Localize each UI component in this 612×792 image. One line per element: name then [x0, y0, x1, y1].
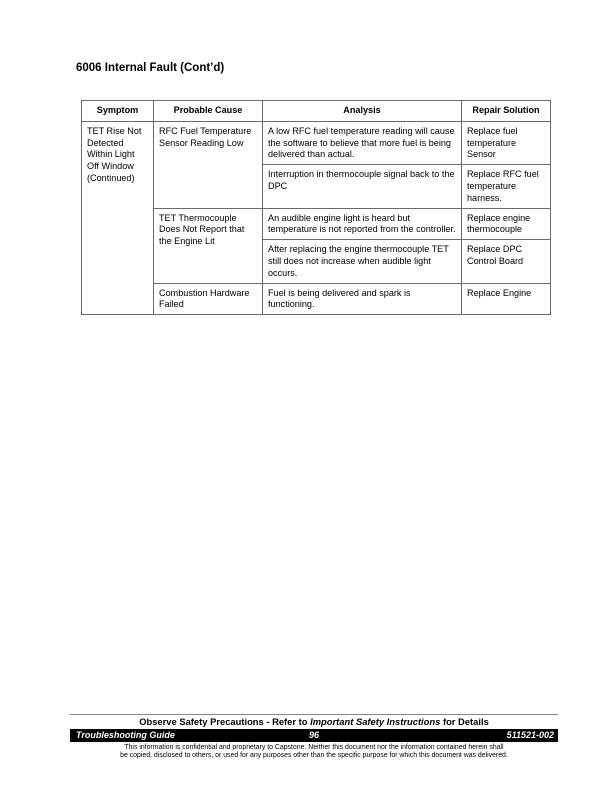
page-number: 96: [308, 730, 319, 740]
safety-notice: [70, 714, 558, 727]
analysis-cell: After replacing the engine thermocouple TET still does not increase when audible light occurs.: [263, 240, 462, 283]
guide-title: Troubleshooting Guide: [76, 730, 175, 740]
confidentiality-line: be copied, disclosed to others, or used for any purposes other than the specific purpose for which this document was delivered.: [120, 752, 508, 760]
footer-bar: [70, 729, 558, 742]
repair-cell: Replace engine thermocouple: [462, 208, 551, 240]
header-symptom: Symptom: [82, 101, 154, 122]
repair-cell: Replace DPC Control Board: [462, 240, 551, 283]
table-header-row: [82, 101, 551, 122]
document-number: 511521-002: [506, 730, 554, 740]
cause-cell: TET Thermocouple Does Not Report that the Engine Lit: [154, 208, 263, 283]
analysis-cell: Interruption in thermocouple signal back to the DPC: [263, 165, 462, 208]
header-analysis: Analysis: [263, 101, 462, 122]
safety-instructions-reference: Important Safety Instructions: [310, 716, 441, 727]
table-row: [82, 121, 551, 164]
repair-cell: Replace fuel temperature Sensor: [462, 121, 551, 164]
safety-prefix: Observe Safety Precautions - Refer to: [139, 716, 311, 727]
cause-cell: Combustion Hardware Failed: [154, 283, 263, 315]
section-title: 6006 Internal Fault (Cont’d): [76, 62, 225, 74]
analysis-cell: Fuel is being delivered and spark is functioning.: [263, 283, 462, 315]
safety-suffix: for Details: [440, 716, 489, 727]
analysis-cell: An audible engine light is heard but temperature is not reported from the controller.: [263, 208, 462, 240]
header-repair-solution: Repair Solution: [462, 101, 551, 122]
repair-cell: Replace RFC fuel temperature harness.: [462, 165, 551, 208]
repair-cell: Replace Engine: [462, 283, 551, 315]
fault-table: [81, 100, 551, 315]
confidentiality-line: This information is confidential and proprietary to Capstone. Neither this document nor the information contained herein shall: [124, 744, 504, 751]
symptom-cell: TET Rise Not Detected Within Light Off Window (Continued): [82, 121, 154, 314]
confidentiality-notice: [70, 744, 558, 761]
analysis-cell: A low RFC fuel temperature reading will cause the software to believe that more fuel is being delivered than actual.: [263, 121, 462, 164]
header-probable-cause: Probable Cause: [154, 101, 263, 122]
cause-cell: RFC Fuel Temperature Sensor Reading Low: [154, 121, 263, 208]
